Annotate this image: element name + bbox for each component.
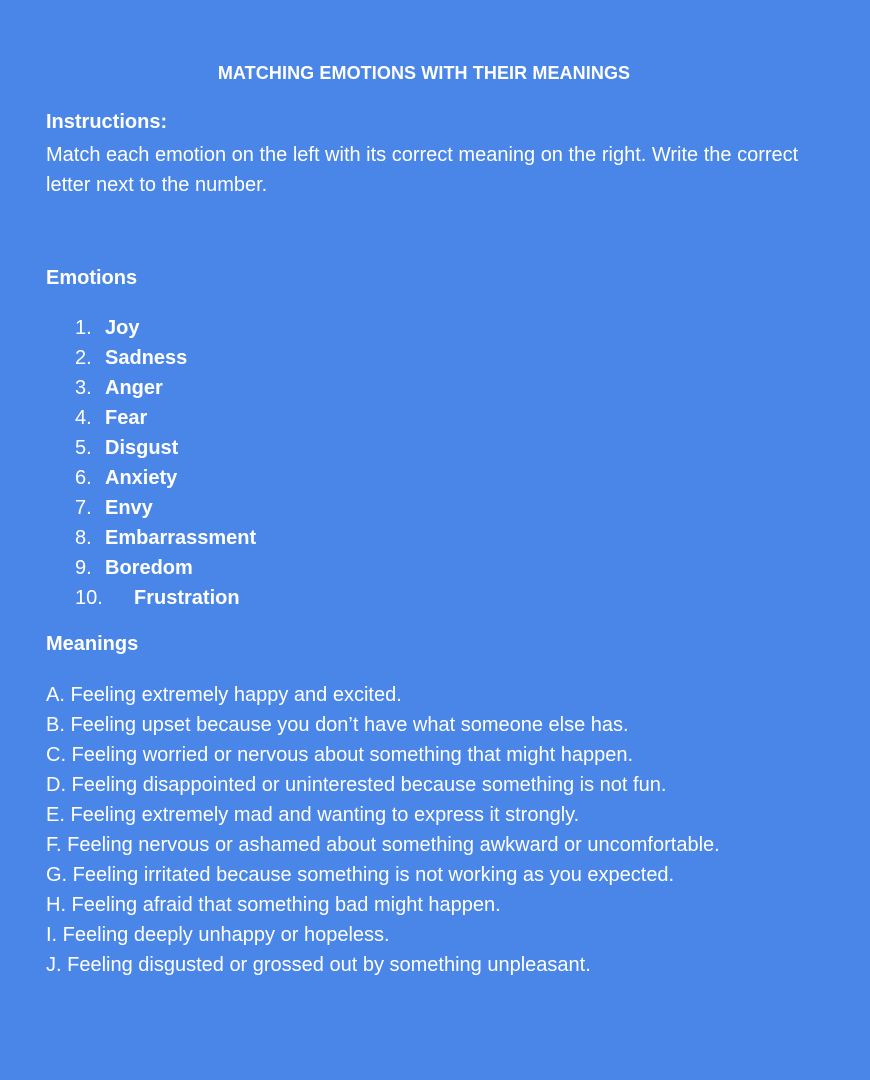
meaning-item: I. Feeling deeply unhappy or hopeless.	[46, 924, 390, 946]
emotion-item	[75, 404, 256, 434]
emotion-number: 8.	[75, 527, 92, 549]
meaning-item: H. Feeling afraid that something bad might happen.	[46, 894, 501, 916]
emotion-item	[75, 584, 256, 614]
emotion-number: 9.	[75, 557, 92, 579]
emotion-number: 6.	[75, 467, 92, 489]
emotion-name: Disgust	[105, 437, 179, 459]
emotion-item	[75, 554, 256, 584]
meaning-item: B. Feeling upset because you don’t have what someone else has.	[46, 714, 629, 736]
meaning-item: A. Feeling extremely happy and excited.	[46, 684, 402, 706]
emotion-number: 2.	[75, 347, 92, 369]
emotion-name: Fear	[105, 407, 148, 429]
instructions-heading: Instructions:	[46, 111, 168, 133]
emotion-number: 10.	[75, 587, 103, 609]
emotions-heading: Emotions	[46, 267, 138, 289]
emotion-name: Anger	[105, 377, 163, 399]
emotion-number: 3.	[75, 377, 92, 399]
emotion-name: Envy	[105, 497, 153, 519]
emotion-item	[75, 464, 256, 494]
emotion-item	[75, 314, 256, 344]
emotion-item	[75, 494, 256, 524]
emotion-item	[75, 344, 256, 374]
instructions-text: Match each emotion on the left with its correct meaning on the right. Write the correct letter next to the number.	[46, 144, 799, 196]
emotion-number: 7.	[75, 497, 92, 519]
emotion-name: Boredom	[105, 557, 193, 579]
emotion-item	[75, 374, 256, 404]
emotion-name: Anxiety	[105, 467, 178, 489]
meaning-item: J. Feeling disgusted or grossed out by something unpleasant.	[46, 954, 591, 976]
page-title: MATCHING EMOTIONS WITH THEIR MEANINGS	[217, 63, 631, 83]
emotion-name: Frustration	[134, 587, 240, 609]
emotion-item	[75, 524, 256, 554]
meaning-item: D. Feeling disappointed or uninterested because something is not fun.	[46, 774, 667, 796]
meanings-heading: Meanings	[46, 633, 139, 655]
emotion-name: Embarrassment	[105, 527, 257, 549]
meaning-item: E. Feeling extremely mad and wanting to express it strongly.	[46, 804, 580, 826]
emotion-name: Joy	[105, 317, 140, 339]
emotion-item	[75, 434, 256, 464]
meanings-list	[46, 680, 776, 980]
emotions-list	[75, 314, 256, 614]
emotion-number: 5.	[75, 437, 92, 459]
emotion-name: Sadness	[105, 347, 188, 369]
meaning-item: G. Feeling irritated because something is not working as you expected.	[46, 864, 675, 886]
emotion-number: 4.	[75, 407, 92, 429]
meaning-item: F. Feeling nervous or ashamed about something awkward or uncomfortable.	[46, 834, 720, 856]
emotion-number: 1.	[75, 317, 92, 339]
meaning-item: C. Feeling worried or nervous about something that might happen.	[46, 744, 634, 766]
